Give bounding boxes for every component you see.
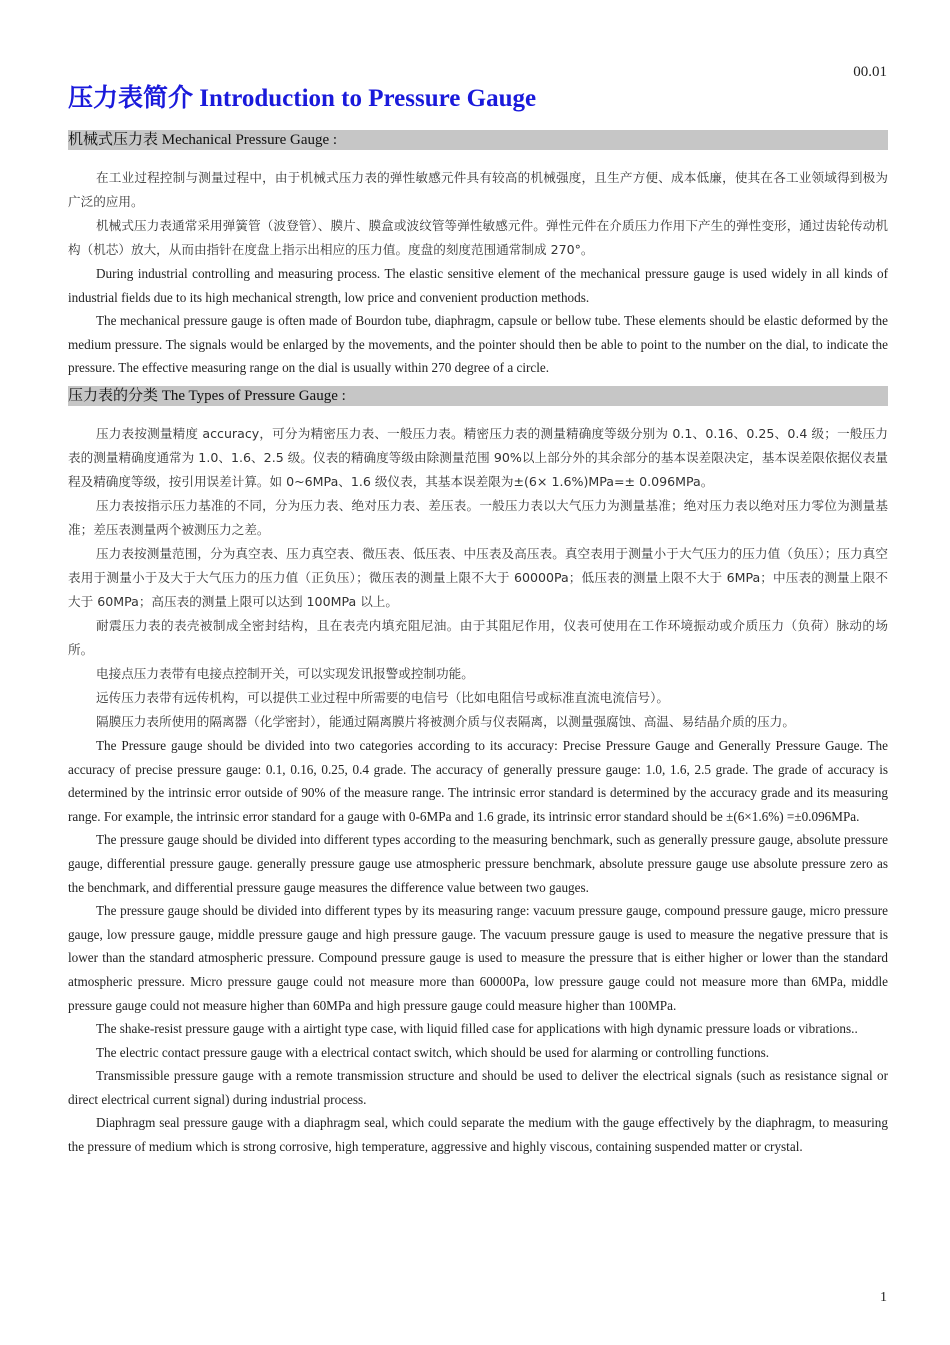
section-heading: 机械式压力表 Mechanical Pressure Gauge : [68, 130, 888, 150]
document-body [68, 84, 888, 1159]
paragraph-en: The pressure gauge should be divided into different types according to the measuring benchmark, such as generally pressure gauge, absolute pressure gauge, differential pressure gauge. generally pressure gauge use atmospheric pressure benchmark, absolute pressure gauge use absolute pressure zero as the benchmark, and differential pressure gauge measures the difference value between two gauges. [68, 832, 888, 895]
page-code: 00.01 [853, 64, 887, 80]
paragraph-en: Diaphragm seal pressure gauge with a diaphragm seal, which could separate the medium with the gauge effectively by the diaphragm, to measuring the pressure of medium which is strong corrosive, high temperature, aggressive and highly viscous, containing suspended matter or crystal. [68, 1115, 888, 1155]
paragraph-zh: 压力表按指示压力基准的不同，分为压力表、绝对压力表、差压表。一般压力表以大气压力为测量基准；绝对压力表以绝对压力零位为测量基准；差压表测量两个被测压力之差。 [68, 497, 888, 537]
paragraph-zh: 隔膜压力表所使用的隔离器（化学密封），能通过隔离膜片将被测介质与仪表隔离，以测量强腐蚀、高温、易结晶介质的压力。 [96, 713, 795, 729]
paragraph-en: Transmissible pressure gauge with a remote transmission structure and should be used to deliver the electrical signals (such as resistance signal or direct electrical current signal) during industrial process. [68, 1068, 888, 1107]
paragraph-zh: 远传压力表带有远传机构，可以提供工业过程中所需要的电信号（比如电阻信号或标准直流电流信号）。 [96, 689, 670, 705]
paragraph-en: The shake-resist pressure gauge with a airtight type case, with liquid filled case for applications with high dynamic pressure loads or vibrations.. [96, 1021, 858, 1037]
paragraph-zh: 压力表按测量范围，分为真空表、压力真空表、微压表、低压表、中压表及高压表。真空表用于测量小于大气压力的压力值（负压）；压力真空表用于测量小于及大于大气压力的压力值（正负压）；微压表的测量上限不大于 60000Pa；低压表的测量上限不大于 6MPa；中压表的测量上限不大于 60MPa；高压表的测量上限可以达到 100MPa 以上。 [68, 545, 888, 609]
paragraph-en: During industrial controlling and measuring process. The elastic sensitive element of the mechanical pressure gauge is used widely in all kinds of industrial fields due to its high mechanical strength, low price and convenient production methods. [68, 266, 888, 305]
section-types [68, 386, 888, 1159]
paragraph-en: The pressure gauge should be divided into different types by its measuring range: vacuum pressure gauge, compound pressure gauge, micro pressure gauge, low pressure gauge, middle pressure gauge and high pressure gauge. The vacuum pressure gauge is used to measure the negative pressure that is lower than the standard atmospheric pressure. Compound pressure gauge is used to measure the pressure that is either higher or lower than the standard atmospheric pressure. Micro pressure gauge could not measure more than 60000Pa, low pressure gauge could not measure more than 6MPa, middle pressure gauge could not measure higher than 60MPa and high pressure gauge could measure higher than 100MPa. [68, 903, 888, 1013]
section-heading: 压力表的分类 The Types of Pressure Gauge : [68, 386, 888, 406]
page-number: 1 [880, 1290, 887, 1305]
paragraph-zh: 在工业过程控制与测量过程中，由于机械式压力表的弹性敏感元件具有较高的机械强度，且生产方便、成本低廉，使其在各工业领域得到极为广泛的应用。 [68, 170, 888, 209]
paragraph-zh: 机械式压力表通常采用弹簧管（波登管）、膜片、膜盒或波纹管等弹性敏感元件。弹性元件在介质压力作用下产生的弹性变形，通过齿轮传动机构（机芯）放大，从而由指针在度盘上指示出相应的压力值。度盘的刻度范围通常制成 270°。 [68, 218, 888, 257]
page-title: 压力表简介 Introduction to Pressure Gauge [68, 85, 537, 112]
paragraph-en: The electric contact pressure gauge with a electrical contact switch, which should be used for alarming or controlling functions. [96, 1044, 770, 1060]
paragraph-zh: 耐震压力表的表壳被制成全密封结构，且在表壳内填充阻尼油。由于其阻尼作用，仪表可使用在工作环境振动或介质压力（负荷）脉动的场所。 [68, 617, 888, 657]
section-mechanical [68, 130, 888, 380]
paragraph-zh: 电接点压力表带有电接点控制开关，可以实现发讯报警或控制功能。 [96, 665, 474, 681]
paragraph-zh: 压力表按测量精度 accuracy，可分为精密压力表、一般压力表。精密压力表的测量精确度等级分别为 0.1、0.16、0.25、0.4 级；一般压力表的测量精确度通常为 1.0、1.6、2.5 级。仪表的精确度等级由除测量范围 90%以上部分外的其余部分的基本误差限决定，基本误差限依据仪表量程及精确度等级，按引用误差计算。如 0~6MPa、1.6 级仪表，其基本误差限为±(6× 1.6%)MPa=± 0.096MPa。 [68, 425, 888, 489]
paragraph-en: The mechanical pressure gauge is often made of Bourdon tube, diaphragm, capsule or bellow tube. These elements should be elastic deformed by the medium pressure. The signals would be enlarged by the movements, and the pointer should then be able to point to the number on the dial, to indicate the pressure. The effective measuring range on the dial is usually within 270 degree of a circle. [68, 313, 888, 376]
paragraph-en: The Pressure gauge should be divided into two categories according to its accuracy: Precise Pressure Gauge and Generally Pressure Gauge. The accuracy of precise pressure gauge: 0.1, 0.16, 0.25, 0.4 grade. The accuracy of generally pressure gauge: 1.0, 1.6, 2.5 grade. The grade of accuracy is determined by the intrinsic error outside of 90% of the measure range. The intrinsic error standard is determined by the accuracy grade and its measuring range. For example, the intrinsic error standard for a gauge with 0-6MPa and 1.6 grade, its intrinsic error standard should be ±(6×1.6%) =±0.096MPa. [68, 737, 888, 824]
